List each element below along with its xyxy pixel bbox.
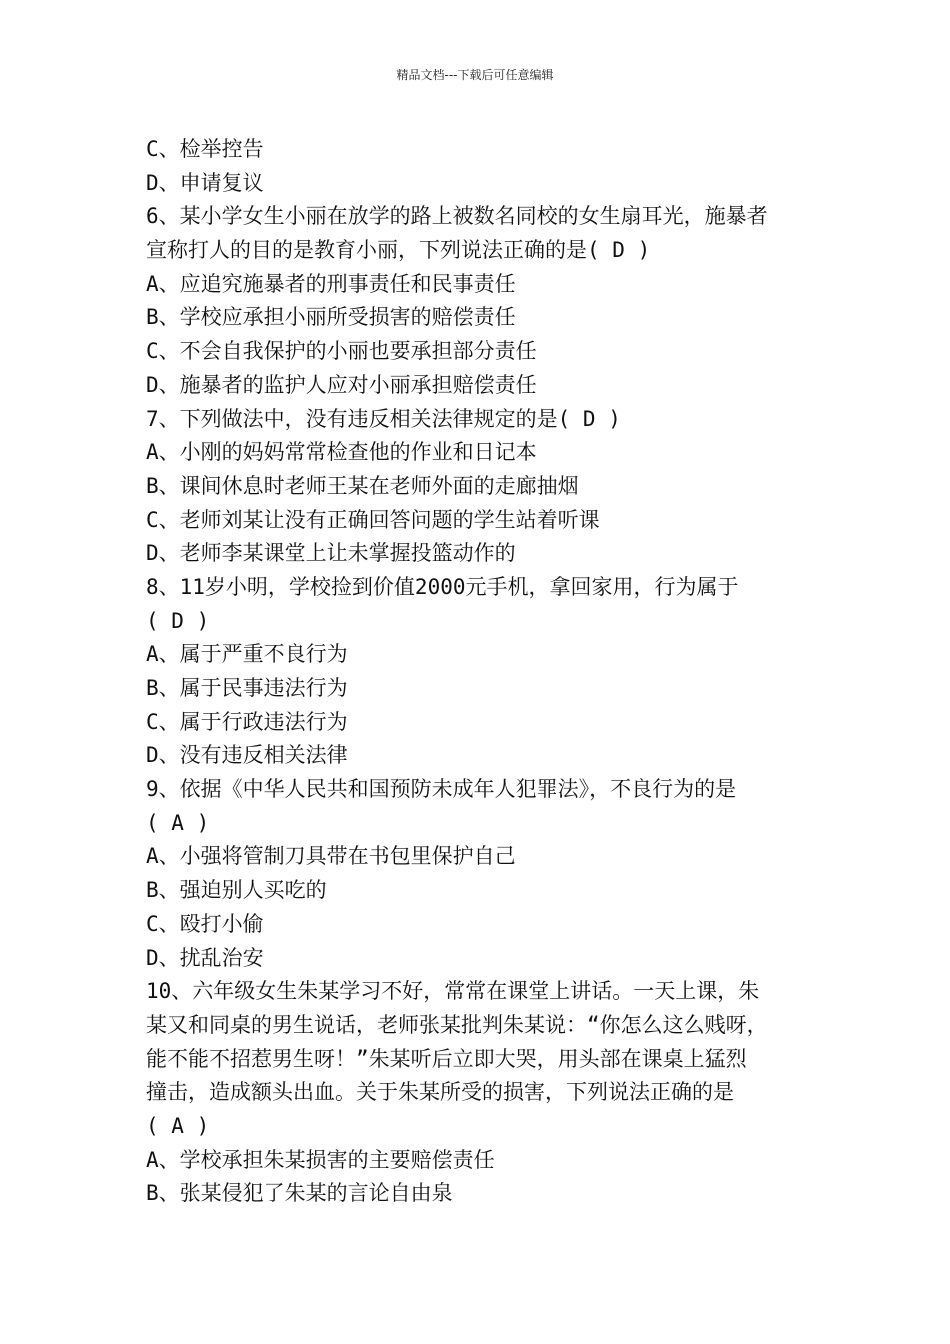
question-10-text: 10、六年级女生朱某学习不好，常常在课堂上讲话。一天上课，朱: [146, 979, 760, 1004]
document-body: [146, 133, 810, 1211]
question-8-option-b: B、属于民事违法行为: [146, 676, 348, 700]
question-7-text: 7、下列做法中，没有违反相关法律规定的是( D ): [146, 406, 621, 431]
option-d-apply-review: D、申请复议: [146, 170, 264, 195]
question-6-option-c: C、不会自我保护的小丽也要承担部分责任: [146, 339, 537, 364]
question-8-text: 8、11岁小明，学校捡到价值2000元手机，拿回家用，行为属于: [146, 574, 739, 599]
question-10-answer: ( A ): [146, 1113, 210, 1138]
question-8-answer: ( D ): [146, 608, 210, 633]
question-9-option-b: B、强迫别人买吃的: [146, 878, 327, 903]
question-10-option-a: A、学校承担朱某损害的主要赔偿责任: [146, 1147, 495, 1172]
question-7-option-b: B、课间休息时老师王某在老师外面的走廊抽烟: [146, 473, 579, 498]
question-6-option-b: B、学校应承担小丽所受损害的赔偿责任: [146, 305, 516, 330]
question-7-option-c: C、老师刘某让没有正确回答问题的学生站着听课: [146, 507, 600, 532]
option-c-report-complaint: C、检举控告: [146, 137, 264, 161]
question-9-text: 9、依据《中华人民共和国预防未成年人犯罪法》，不良行为的是: [146, 777, 737, 802]
question-8-option-d: D、没有违反相关法律: [146, 743, 348, 768]
question-7-option-d: D、老师李某课堂上让未掌握投篮动作的: [146, 541, 516, 566]
page-header: 精品文档---下载后可任意编辑: [396, 68, 554, 82]
question-6-option-a: A、应追究施暴者的刑事责任和民事责任: [146, 271, 516, 296]
question-10-text-cont-3: 撞击，造成额头出血。关于朱某所受的损害，下列说法正确的是: [146, 1080, 734, 1105]
question-9-option-c: C、殴打小偷: [146, 911, 264, 936]
question-6-text: 6、某小学女生小丽在放学的路上被数名同校的女生扇耳光，施暴者: [146, 204, 768, 229]
question-8-option-a: A、属于严重不良行为: [146, 642, 348, 667]
question-10-option-b: B、张某侵犯了朱某的言论自由泉: [146, 1181, 453, 1206]
question-10-text-cont-2: 能不能不招惹男生呀！”朱某听后立即大哭，用头部在课桌上猛烈: [146, 1046, 747, 1071]
question-8-option-c: C、属于行政违法行为: [146, 709, 348, 734]
question-9-option-d: D、扰乱治安: [146, 945, 264, 970]
question-6-option-d: D、施暴者的监护人应对小丽承担赔偿责任: [146, 372, 537, 397]
question-6-text-cont: 宣称打人的目的是教育小丽，下列说法正确的是( D ): [146, 238, 651, 263]
question-7-option-a: A、小刚的妈妈常常检查他的作业和日记本: [146, 440, 537, 465]
question-9-option-a: A、小强将管制刀具带在书包里保护自己: [146, 844, 516, 869]
question-9-answer: ( A ): [146, 810, 210, 835]
question-10-text-cont-1: 某又和同桌的男生说话，老师张某批判朱某说：“你怎么这么贱呀，: [146, 1012, 768, 1037]
